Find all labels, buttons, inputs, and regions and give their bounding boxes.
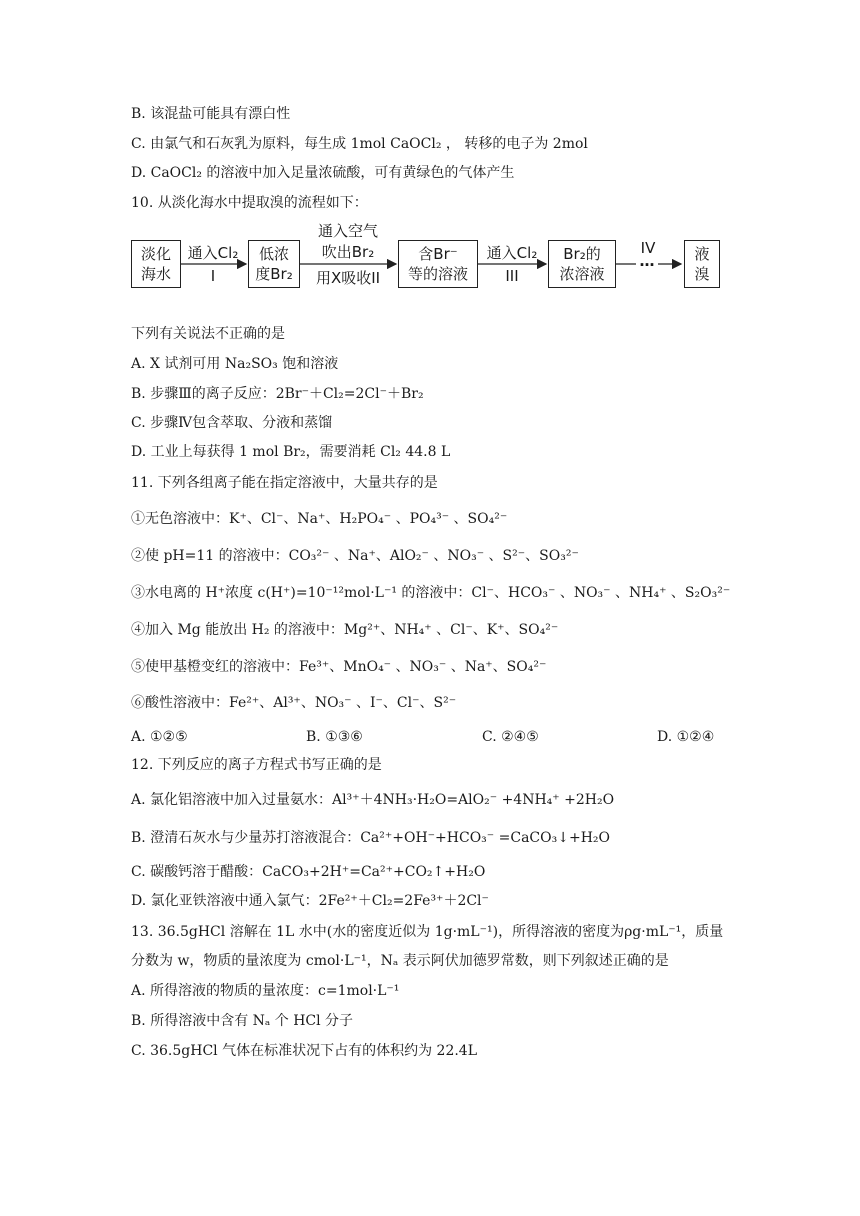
q11-item-1: ①无色溶液中：K⁺、Cl⁻、Na⁺、H₂PO₄⁻ 、PO₄³⁻ 、SO₄²⁻ bbox=[131, 511, 508, 527]
q13-stem-line-1: 13. 36.5gHCl 溶解在 1L 水中(水的密度近似为 1g·mL⁻¹)，所得溶液的密度为ρg·mL⁻¹，质量 bbox=[131, 924, 724, 940]
q12-option-a: A. 氯化铝溶液中加入过量氨水：Al³⁺＋4NH₃·H₂O=AlO₂⁻ +4NH₄⁺ +2H₂O bbox=[131, 792, 615, 808]
box3-line2: 等的溶液 bbox=[407, 265, 468, 283]
arrow4-top-label: IV bbox=[640, 239, 656, 257]
box4-line2: 浓溶液 bbox=[559, 265, 605, 283]
arrow2-top-label-1: 通入空气 bbox=[317, 222, 378, 240]
q12-option-c: C. 碳酸钙溶于醋酸：CaCO₃+2H⁺=Ca²⁺+CO₂↑+H₂O bbox=[131, 864, 486, 880]
box-desalinated-seawater bbox=[131, 240, 181, 288]
box5-line1: 液 bbox=[694, 245, 710, 263]
q10-question: 下列有关说法不正确的是 bbox=[131, 326, 285, 342]
q13-stem-line-2: 分数为 w，物质的量浓度为 cmol·L⁻¹，Nₐ 表示阿伏加德罗常数，则下列叙述正确的是 bbox=[131, 953, 669, 969]
box3-line1: 含Br⁻ bbox=[418, 245, 458, 263]
q9-option-c: C. 由氯气和石灰乳为原料，每生成 1mol CaOCl₂ ， 转移的电子为 2mol bbox=[131, 136, 588, 152]
arrow3-top-label: 通入Cl₂ bbox=[486, 244, 538, 262]
q10-option-d: D. 工业上每获得 1 mol Br₂，需要消耗 Cl₂ 44.8 L bbox=[131, 444, 451, 460]
box2-line2: 度Br₂ bbox=[255, 265, 293, 283]
q11-item-2: ②使 pH=11 的溶液中：CO₃²⁻ 、Na⁺、AlO₂⁻ 、NO₃⁻ 、S²⁻、SO₃²⁻ bbox=[131, 548, 579, 564]
box1-line1: 淡化 bbox=[140, 245, 171, 263]
q11-option-a: A. ①②⑤ bbox=[131, 729, 188, 745]
q11-item-4: ④加入 Mg 能放出 H₂ 的溶液中：Mg²⁺、NH₄⁺ 、Cl⁻、K⁺、SO₄²⁻ bbox=[131, 622, 559, 638]
q13-option-b: B. 所得溶液中含有 Nₐ 个 HCl 分子 bbox=[131, 1013, 354, 1029]
arrow4-ellipsis: … bbox=[639, 252, 655, 270]
q12-option-b: B. 澄清石灰水与少量苏打溶液混合：Ca²⁺+OH⁻+HCO₃⁻ =CaCO₃↓+H₂O bbox=[131, 830, 610, 846]
q12-stem: 12. 下列反应的离子方程式书写正确的是 bbox=[131, 757, 382, 773]
arrow2-top-label-2: 吹出Br₂ bbox=[321, 243, 375, 261]
q11-item-3: ③水电离的 H⁺浓度 c(H⁺)=10⁻¹²mol·L⁻¹ 的溶液中：Cl⁻、HCO₃⁻ 、NO₃⁻ 、NH₄⁺ 、S₂O₃²⁻ bbox=[131, 585, 731, 601]
arrow3-bottom-label: III bbox=[505, 267, 519, 285]
box-low-conc-br2 bbox=[248, 240, 300, 288]
q11-option-b: B. ①③⑥ bbox=[306, 729, 363, 745]
arrow1-bottom-label: I bbox=[210, 267, 216, 285]
box-liquid-bromine bbox=[684, 240, 720, 288]
box-conc-br2-solution bbox=[548, 240, 616, 288]
arrow1-top-label: 通入Cl₂ bbox=[187, 244, 239, 262]
q13-option-a: A. 所得溶液的物质的量浓度：c=1mol·L⁻¹ bbox=[131, 983, 400, 999]
q9-option-d: D. CaOCl₂ 的溶液中加入足量浓硫酸，可有黄绿色的气体产生 bbox=[131, 165, 515, 181]
q10-option-a: A. X 试剂可用 Na₂SO₃ 饱和溶液 bbox=[131, 356, 339, 372]
q13-option-c: C. 36.5gHCl 气体在标准状况下占有的体积约为 22.4L bbox=[131, 1043, 478, 1059]
q11-stem: 11. 下列各组离子能在指定溶液中，大量共存的是 bbox=[131, 475, 438, 491]
q11-option-c: C. ②④⑤ bbox=[482, 729, 539, 745]
box4-line1: Br₂的 bbox=[563, 245, 601, 263]
q10-option-c: C. 步骤Ⅳ包含萃取、分液和蒸馏 bbox=[131, 415, 333, 431]
q9-option-b: B. 该混盐可能具有漂白性 bbox=[131, 106, 291, 122]
q10-option-b: B. 步骤Ⅲ的离子反应：2Br⁻＋Cl₂=2Cl⁻＋Br₂ bbox=[131, 386, 424, 402]
arrow2-bottom-label: 用X吸收II bbox=[315, 269, 381, 287]
q11-item-5: ⑤使甲基橙变红的溶液中：Fe³⁺、MnO₄⁻ 、NO₃⁻ 、Na⁺、SO₄²⁻ bbox=[131, 659, 547, 675]
box2-line1: 低浓 bbox=[258, 245, 289, 263]
box1-line2: 海水 bbox=[140, 265, 171, 283]
q10-stem: 10. 从淡化海水中提取溴的流程如下： bbox=[131, 195, 368, 211]
q11-option-d: D. ①②④ bbox=[657, 729, 715, 745]
q12-option-d: D. 氯化亚铁溶液中通入氯气：2Fe²⁺＋Cl₂=2Fe³⁺＋2Cl⁻ bbox=[131, 893, 489, 909]
q11-item-6: ⑥酸性溶液中：Fe²⁺、Al³⁺、NO₃⁻ 、I⁻、Cl⁻、S²⁻ bbox=[131, 695, 457, 711]
box5-line2: 溴 bbox=[694, 265, 710, 283]
box-br-solution bbox=[398, 240, 478, 288]
